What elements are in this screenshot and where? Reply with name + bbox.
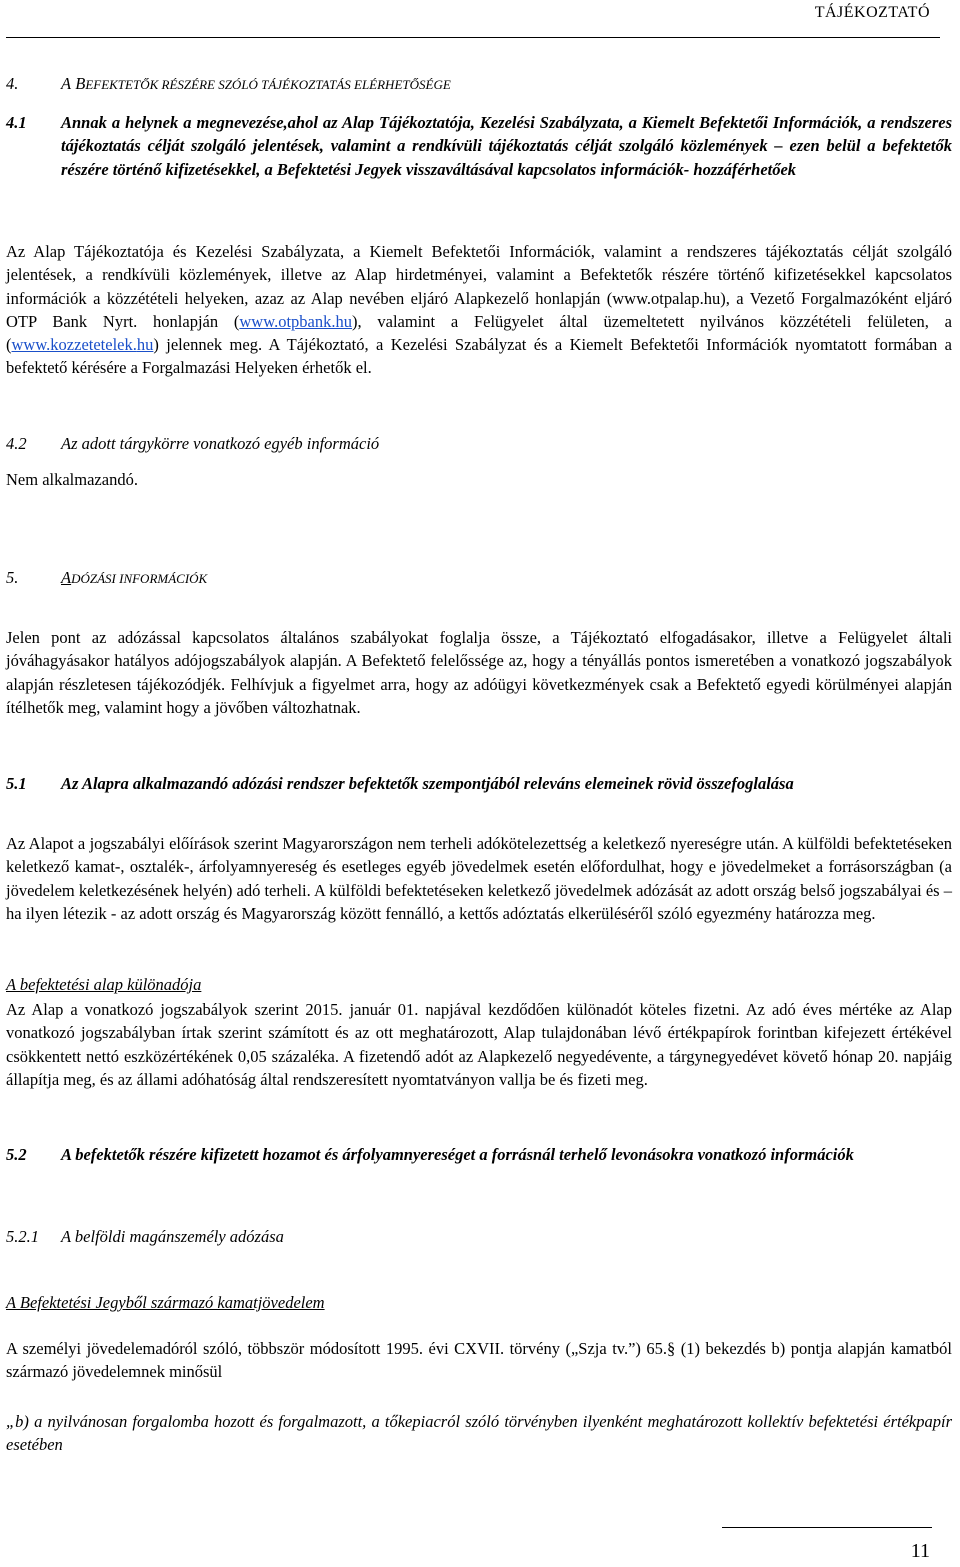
section-4-title-initial-b: B — [75, 74, 86, 93]
section-5-2-number: 5.2 — [6, 1145, 27, 1164]
para-text-start: Az Alap Tájékoztatója és Kezelési Szabályzata, a Kiemelt Befektetői Információk, valamint a rendszeres tájékoztatás célját szolgáló jelentések, a rendkívüli közlemények, illetve az Alap hirdetményei, valamint a Befektetők részére történő kifizetésekkel kapcsolatos információk a közzétételi helyeken, azaz az Alap nevében eljáró Alapkezelő honlapján (www.otpalap.hu), a Vezető Forgalmazóként eljáró OTP Bank Nyrt. honlapján ( — [6, 242, 952, 331]
section-5-1-paragraph-1: Az Alapot a jogszabályi előírások szerint Magyarországon nem terheli adókötelezettség a keletkező nyereségre után. A külföldi befektetéseken keletkező kamat-, osztalék-, árfolyamnyereség és esetleges egyéb jövedelmek esetén előfordulhat, hogy e jövedelmeket a forrásországban (a jövedelem keletkezésének helyén) adó terheli. A külföldi befektetéseken keletkező jövedelmek adózását az adott ország belső jogszabályai és – ha ilyen létezik - az adott ország és Magyarország között fennálló, a kettős adóztatás elkerüléséről szóló egyezmény határozza meg. — [6, 834, 952, 923]
section-5-2-1-paragraph: A személyi jövedelemadóról szóló, többször módosított 1995. évi CXVII. törvény („Szja tv.”) 65.§ (1) bekezdés b) pontja alapján kamatból származó jövedelemnek minősül — [6, 1339, 952, 1382]
section-5-1-number: 5.1 — [6, 774, 27, 793]
section-4-heading — [6, 74, 952, 94]
para-text-end: ) jelennek meg. A Tájékoztató, a Kezelési Szabályzat és a Kiemelt Befektetői Információk nyomtatott formában a befektető kérésére a Forgalmazási Helyeken érhetők el. — [6, 335, 952, 378]
section-5-heading — [6, 568, 952, 588]
link-text-tld: hu — [136, 335, 154, 355]
section-4-number: 4. — [6, 74, 19, 93]
section-4-1-paragraph — [6, 240, 952, 380]
section-4-2-title: Az adott tárgykörre vonatkozó egyéb információ — [61, 434, 380, 453]
section-4-2-heading — [6, 434, 952, 454]
section-5-2-title: A befektetők részére kifizetett hozamot és árfolyamnyereséget a forrásnál terhelő levonásokra vonatkozó információk — [61, 1145, 854, 1164]
section-4-title-initial-a: A — [61, 74, 72, 93]
section-4-1-number: 4.1 — [6, 113, 27, 132]
footer-rule — [722, 1527, 932, 1528]
section-5-2-1-title: A belföldi magánszemély adózása — [61, 1227, 284, 1246]
section-4-2-text: Nem alkalmazandó. — [6, 470, 138, 489]
section-5-title-rest: DÓZÁSI INFORMÁCIÓK — [71, 571, 208, 586]
section-5-paragraph: Jelen pont az adózással kapcsolatos általános szabályokat foglalja össze, a Tájékoztató elfogadásakor, illetve a Felügyelet általi jóváhagyásakor hatályos adójogszabályok alapján. A Befektető felelőssége az, hogy a tényállás pontos ismeretében a vonatkozó jogszabályok alapján részletesen tájékozódjék. Felhívjuk a figyelmet arra, hogy az adóügyi következmények csak a Befektető egyedi körülményei alapján ítélhetők meg, valamint hogy a jövőben változhatnak. — [6, 628, 952, 717]
kozzetetelek-link[interactable] — [12, 335, 154, 354]
law-quote: „b) a nyilvánosan forgalomba hozott és forgalmazott, a tőkepiacról szóló törvényben ilyenként meghatározott kollektív befektetési értékpapír esetében — [6, 1412, 952, 1455]
page-number: 11 — [910, 1540, 930, 1562]
section-4-1-title: Annak a helynek a megnevezése,ahol az Alap Tájékoztatója, Kezelési Szabályzata, a Kiemelt Befektetői Információk, a rendszeres tájékoztatás célját szolgáló jelentések, valamint a rendkívüli tájékoztatás célját szolgáló közlemények – ezen belül a befektetők részére történő kifizetésekkel, a Befektetési Jegyek visszaváltásával kapcsolatos információk- hozzáférhetőek — [61, 113, 952, 179]
section-5-1-paragraph-2: Az Alap a vonatkozó jogszabályok szerint 2015. január 01. napjával kezdődően különadót köteles fizetni. Az adó éves mértéke az Alap vonatkozó jogszabályban írtak szerint számított és az ott meghatározott, Alap tulajdonában lévő értékpapírok forintban kifejezett értékével csökkentett nettó eszközértékének 0,05 százaléka. A fizetendő adót az Alapkezelő negyedévente, a tárgynegyedévet követő hónap 20. napjáig állapítja meg, és az állami adóhatóság által rendszeresített nyomtatványon vallja be és fizeti meg. — [6, 1000, 952, 1089]
special-tax-subheading: A befektetési alap különadója — [6, 975, 202, 994]
section-4-1-heading — [6, 111, 952, 181]
para-text-mid: ), valamint a Felügyelet által üzemeltetett nyilvános közzétételi felületen, a ( — [6, 311, 952, 355]
header-rule — [6, 37, 940, 38]
section-5-1-title: Az Alapra alkalmazandó adózási rendszer befektetők szempontjából releváns elemeinek rövid összefoglalása — [61, 774, 794, 793]
running-header: TÁJÉKOZTATÓ — [814, 4, 930, 21]
link-text: www.kozzetetelek. — [11, 335, 137, 355]
link-text-tld: hu — [335, 311, 352, 331]
section-4-title-rest: EFEKTETŐK RÉSZÉRE SZÓLÓ TÁJÉKOZTATÁS ELÉRHETŐSÉGE — [85, 77, 451, 92]
section-5-title-initial: A — [61, 568, 72, 587]
otpbank-link[interactable] — [239, 312, 352, 331]
section-4-2-number: 4.2 — [6, 434, 27, 453]
section-5-2-1-number: 5.2.1 — [6, 1227, 39, 1246]
section-5-2-heading — [6, 1143, 952, 1166]
section-5-2-1-heading — [6, 1227, 952, 1247]
interest-income-subheading: A Befektetési Jegyből származó kamatjövedelem — [6, 1293, 325, 1312]
section-5-1-heading — [6, 772, 952, 795]
link-text: www.otpbank. — [239, 311, 336, 331]
section-5-number: 5. — [6, 568, 19, 587]
